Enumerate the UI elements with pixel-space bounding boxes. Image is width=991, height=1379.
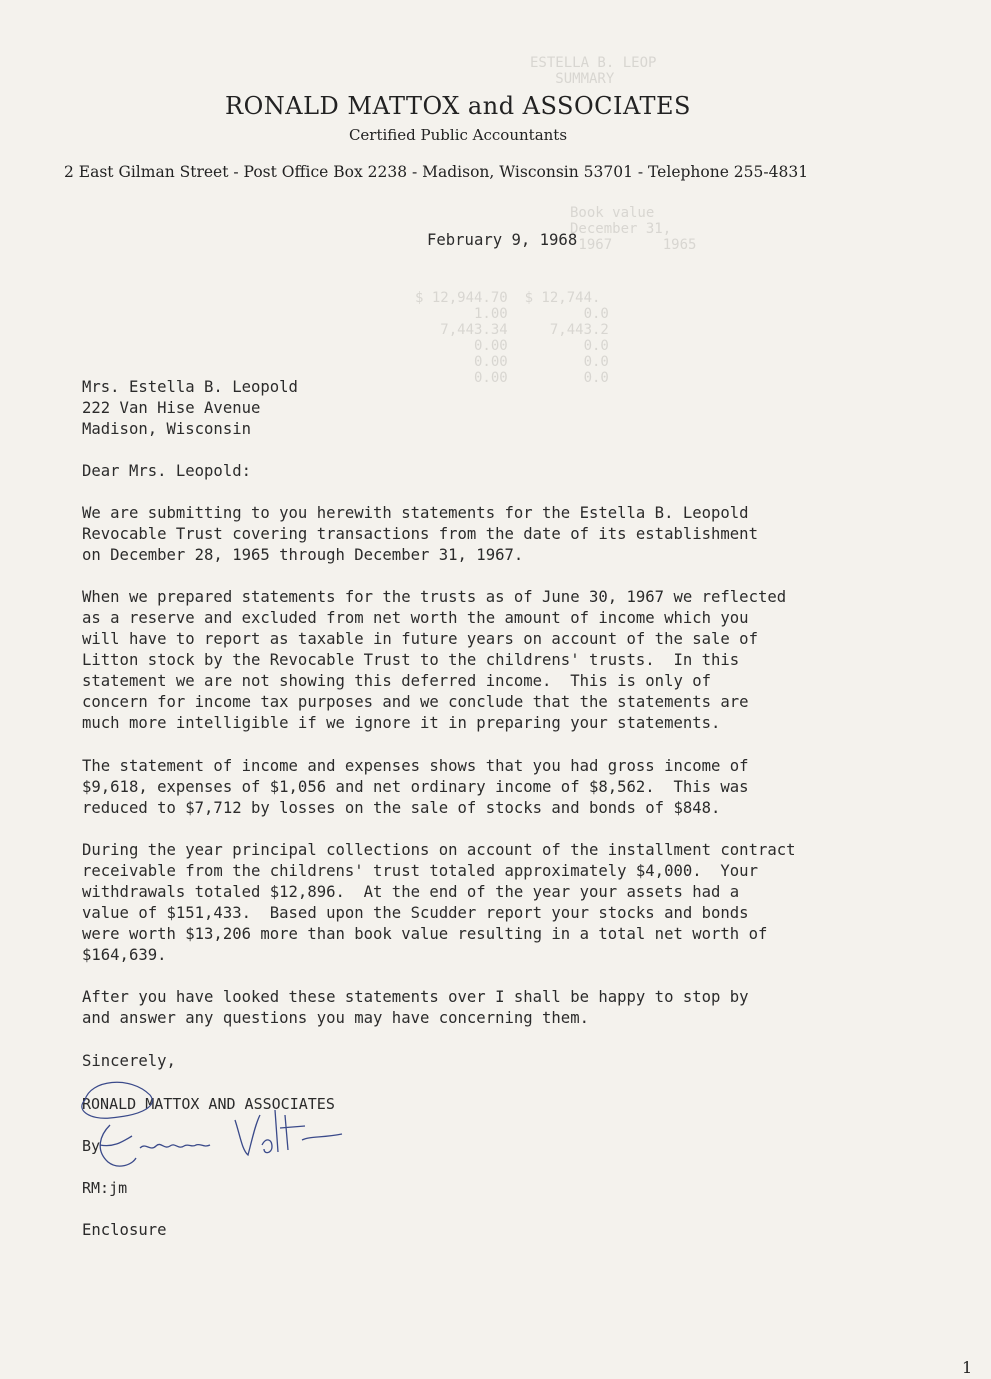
handwritten-signature — [70, 1070, 370, 1180]
typist-initials: RM:jm — [82, 1179, 128, 1197]
page-number: 1 — [962, 1358, 973, 1377]
enclosure-note: Enclosure — [82, 1221, 167, 1239]
body-paragraph: After you have looked these statements over I shall be happy to stop by and answer any questions you may have concerning them. — [82, 988, 749, 1027]
salutation: Dear Mrs. Leopold: — [82, 462, 251, 480]
firm-subtitle: Certified Public Accountants — [348, 126, 568, 144]
signature-firm: RONALD MATTOX AND ASSOCIATES — [82, 1095, 335, 1113]
recipient-street: 222 Van Hise Avenue — [82, 399, 261, 417]
firm-name: RONALD MATTOX and ASSOCIATES — [225, 92, 691, 120]
body-paragraph: We are submitting to you herewith statements for the Estella B. Leopold Revocable Trust covering transactions from the date of its establishment on December 28, 1965 through December 31, 1967. — [82, 504, 758, 564]
show-through-texture: $ 12,944.70 $ 12,744. 1.00 0.0 7,443.34 7,443.2 0.00 0.0 0.00 0.0 0.00 0.0 — [415, 290, 609, 386]
recipient-address — [82, 377, 298, 440]
recipient-name: Mrs. Estella B. Leopold — [82, 378, 298, 396]
signature-by-label: By — [82, 1137, 101, 1155]
letter-date: February 9, 1968 — [427, 231, 578, 249]
show-through-texture: ESTELLA B. LEOP SUMMARY — [530, 55, 657, 87]
body-paragraph: The statement of income and expenses shows that you had gross income of $9,618, expenses of $1,056 and net ordinary income of $8,562. This was reduced to $7,712 by losses on the sale of stocks and bonds of $848. — [82, 757, 749, 817]
firm-address: 2 East Gilman Street - Post Office Box 2238 - Madison, Wisconsin 53701 - Telephone 255-4831 — [64, 163, 809, 181]
body-paragraph: When we prepared statements for the trusts as of June 30, 1967 we reflected as a reserve and excluded from net worth the amount of income which you will have to report as taxable in future years on account of the sale of Litton stock by the Revocable Trust to the childrens' trusts. In this statement we are not showing this deferred income. This is only of concern for income tax purposes and we conclude that the statements are much more intelligible if we ignore it in preparing your statements. — [82, 588, 787, 732]
closing: Sincerely, — [82, 1052, 176, 1070]
show-through-texture: Book value December 31, 1967 1965 — [570, 205, 697, 253]
recipient-city: Madison, Wisconsin — [82, 420, 251, 438]
body-paragraph: During the year principal collections on account of the installment contract receivable from the childrens' trust totaled approximately $4,000. Your withdrawals totaled $12,896. At the end of the year your assets had a value of $151,433. Based upon the Scudder report your stocks and bonds were worth $13,206 more than book value resulting in a total net worth of $164,639. — [82, 841, 796, 964]
